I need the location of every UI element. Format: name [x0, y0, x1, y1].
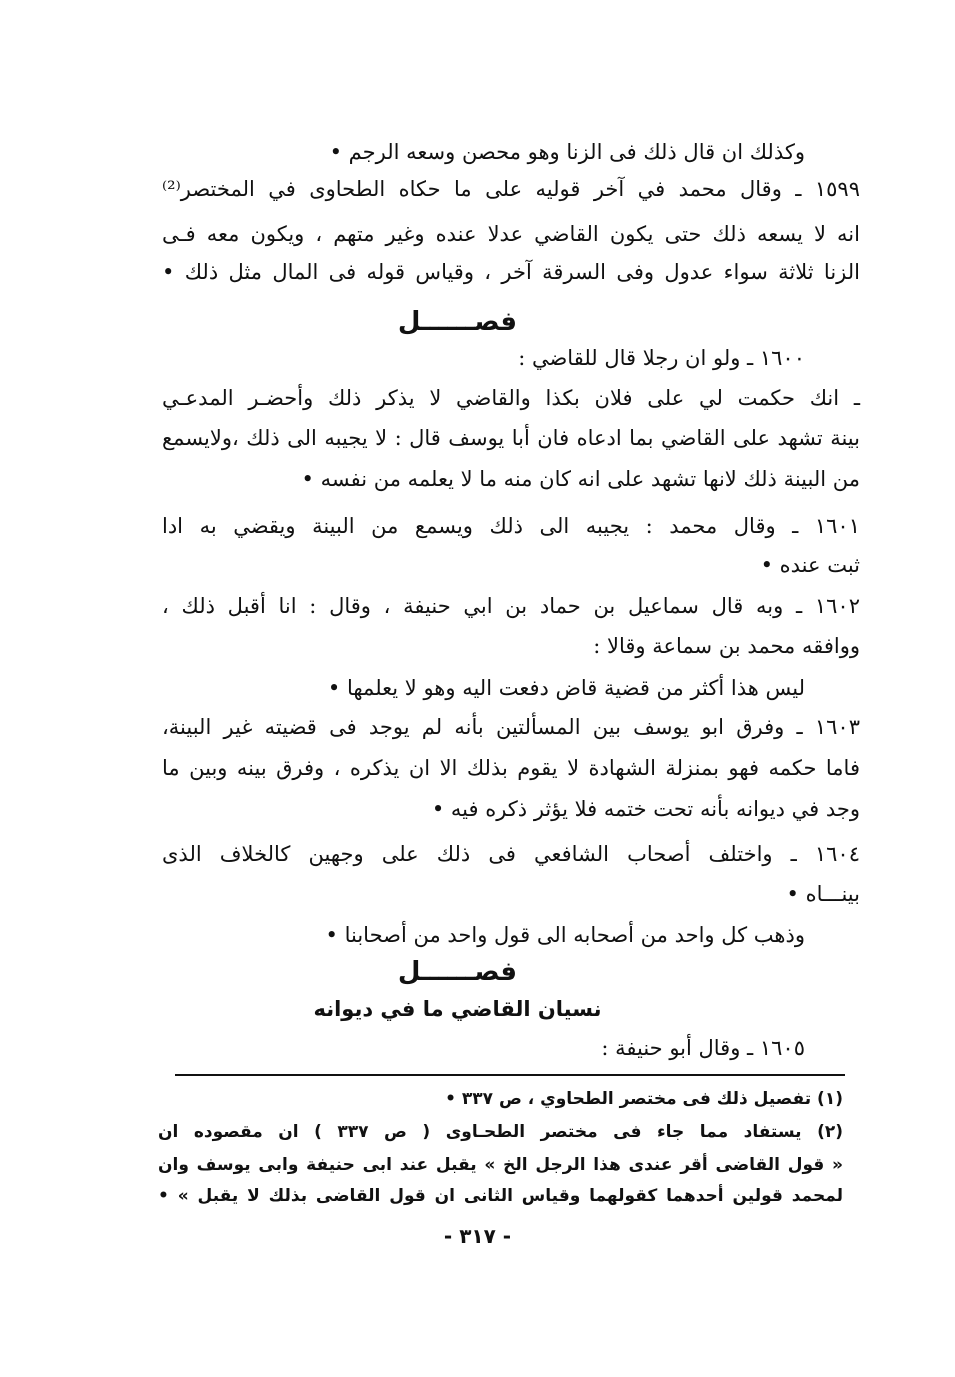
body-line-3: انه لا يسعه ذلك حتى يكون القاضي عدلا عنده وغير متهم ، ويكون معه فـى	[162, 222, 860, 246]
body-line-4: الزنا ثلاثة سواء عدول وفى السرقة آخر ، وقياس قوله فى المال مثل ذلك •	[162, 260, 860, 284]
footnote-separator	[175, 1074, 845, 1076]
body-line-7: بينة تشهد على القاضي بما ادعاه فان أبا يوسف قال : لا يجيبه الى ذلك ،ولايسمع	[162, 426, 860, 450]
footnote-1: (١) تفصيل ذلك فى مختصر الطحاوي ، ص ٣٣٧ •	[445, 1089, 843, 1109]
section-subheading: نسيان القاضي ما في ديوانه	[313, 997, 602, 1021]
body-line-11: ١٦٠٢ ـ وبه قال سماعيل بن حماد بن ابي حنيفة ، وقال : انا أقبل ذلك ،	[162, 594, 860, 618]
footnote-2-line-1: (٢) يستفاد مما جاء فى مختصر الطحـاوى ( ص ٣٣٧ ) ان مقصوده ان	[158, 1122, 844, 1142]
page-number: - ٣١٧ -	[443, 1224, 512, 1248]
body-line-14: ١٦٠٣ ـ وفرق ابو يوسف بين المسألتين بأنه لم يوجد فى قضيته غير البينة،	[162, 715, 860, 739]
body-line-12: ووافقه محمد بن سماعة وقالا :	[593, 634, 860, 658]
body-line-10: ثبت عنده •	[760, 553, 860, 577]
body-line-18: بينـــاه •	[786, 882, 860, 906]
body-line-17: ١٦٠٤ ـ واختلف أصحاب الشافعي فى ذلك على وجهين كالخلاف الذى	[162, 842, 860, 866]
section-heading-1: فصــــــل	[397, 307, 518, 337]
section-heading-2: فصــــــل	[397, 957, 518, 987]
body-line-8: من البينة ذلك لانها تشهد على انه كان منه ما لا يعلمه من نفسه •	[301, 467, 860, 491]
body-line-6: ـ انك حكمت لي على فلان بكذا والقاضي لا يذكر ذلك وأحضـر المدعـي	[162, 386, 860, 410]
body-line-19: وذهب كل واحد من أصحابه الى قول واحد من أصحابنا •	[325, 923, 805, 947]
body-line-15: فاما حكمه فهو بمنزلة الشهادة لا يقوم بذلك الا ان يذكره ، وفرق بينه وبين ما	[162, 756, 860, 780]
footnote-2-line-3: لمحمد قولين أحدهما كقولهما وقياس الثانى ان قول القاضى بذلك لا يقبل » •	[158, 1186, 843, 1206]
body-line-1: وكذلك ان قال ذلك فى الزنا وهو محصن وسعه الرجم •	[329, 140, 805, 164]
body-line-9: ١٦٠١ ـ وقال محمد : يجيبه الى ذلك ويسمع من البينة ويقضي به ادا	[162, 514, 860, 538]
body-line-2: ١٥٩٩ ـ وقال محمد في آخر قوليه على ما حكاه الطحاوى في المختصر⁽²⁾	[162, 177, 860, 201]
body-line-20: ١٦٠٥ ـ وقال أبو حنيفة :	[601, 1036, 805, 1060]
footnote-2-line-2: « قول القاضى أقر عندى هذا الرجل الخ » يقبل عند ابى حنيفة وابى يوسف وان	[158, 1155, 843, 1175]
body-line-13: ليس هذا أكثر من قضية قاض دفعت اليه وهو لا يعلمها •	[327, 676, 805, 700]
body-line-16: وجد في ديوانه بأنه تحت ختمه فلا يؤثر ذكره فيه •	[431, 797, 860, 821]
body-line-5: ١٦٠٠ ـ ولو ان رجلا قال للقاضي :	[518, 346, 805, 370]
